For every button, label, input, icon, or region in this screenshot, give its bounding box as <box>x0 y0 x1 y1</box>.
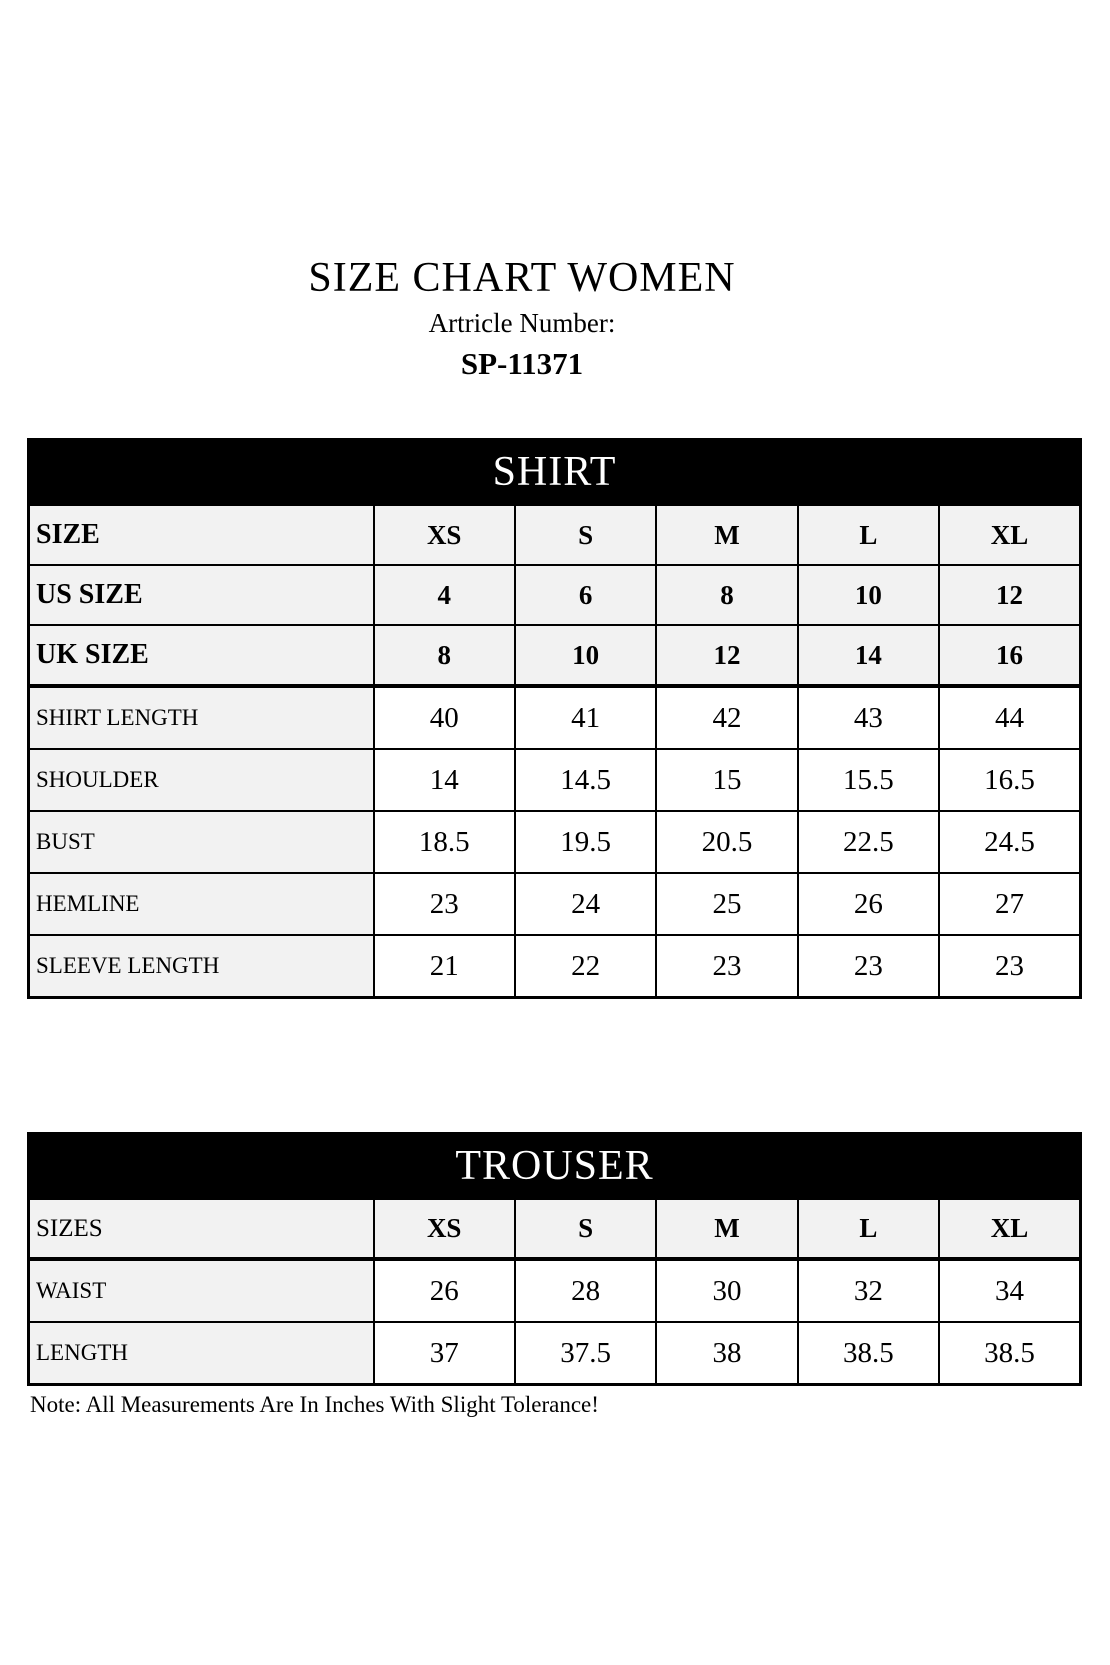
cell-value: XL <box>939 505 1080 566</box>
cell-value: 20.5 <box>656 811 797 873</box>
row-label: SLEEVE LENGTH <box>29 935 374 998</box>
cell-value: 34 <box>939 1259 1080 1322</box>
cell-value: 37 <box>374 1322 515 1385</box>
cell-value: L <box>798 1199 939 1260</box>
cell-value: XL <box>939 1199 1080 1260</box>
trouser-table-title: TROUSER <box>29 1134 1081 1199</box>
cell-value: 28 <box>515 1259 656 1322</box>
row-label: WAIST <box>29 1259 374 1322</box>
cell-value: 10 <box>798 565 939 625</box>
row-label: BUST <box>29 811 374 873</box>
cell-value: 8 <box>374 625 515 686</box>
cell-value: S <box>515 1199 656 1260</box>
cell-value: 14 <box>374 749 515 811</box>
row-label: SHIRT LENGTH <box>29 686 374 749</box>
article-number-label: Artricle Number: <box>428 308 616 338</box>
trouser-table-body <box>29 1199 1081 1385</box>
cell-value: 4 <box>374 565 515 625</box>
cell-value: 15 <box>656 749 797 811</box>
cell-value: 12 <box>939 565 1080 625</box>
row-label: UK SIZE <box>29 625 374 686</box>
cell-value: 43 <box>798 686 939 749</box>
cell-value: 18.5 <box>374 811 515 873</box>
cell-value: 26 <box>798 873 939 935</box>
row-label: US SIZE <box>29 565 374 625</box>
table-banner-row <box>29 1134 1081 1199</box>
table-row <box>29 1259 1081 1322</box>
table-row <box>29 935 1081 998</box>
cell-value: 30 <box>656 1259 797 1322</box>
table-row <box>29 1199 1081 1260</box>
cell-value: 23 <box>656 935 797 998</box>
row-label: SHOULDER <box>29 749 374 811</box>
cell-value: 21 <box>374 935 515 998</box>
cell-value: L <box>798 505 939 566</box>
cell-value: 38 <box>656 1322 797 1385</box>
cell-value: S <box>515 505 656 566</box>
cell-value: 32 <box>798 1259 939 1322</box>
table-row <box>29 565 1081 625</box>
cell-value: 19.5 <box>515 811 656 873</box>
article-number-value: SP-11371 <box>460 346 584 381</box>
cell-value: 24.5 <box>939 811 1080 873</box>
row-label: LENGTH <box>29 1322 374 1385</box>
shirt-table-body <box>29 505 1081 998</box>
cell-value: 16 <box>939 625 1080 686</box>
cell-value: 25 <box>656 873 797 935</box>
cell-value: 27 <box>939 873 1080 935</box>
cell-value: 15.5 <box>798 749 939 811</box>
cell-value: 16.5 <box>939 749 1080 811</box>
table-row <box>29 686 1081 749</box>
cell-value: 14 <box>798 625 939 686</box>
cell-value: 44 <box>939 686 1080 749</box>
page-title: SIZE CHART WOMEN <box>308 255 736 302</box>
cell-value: 38.5 <box>798 1322 939 1385</box>
cell-value: 10 <box>515 625 656 686</box>
cell-value: 8 <box>656 565 797 625</box>
table-row <box>29 873 1081 935</box>
measurement-note: Note: All Measurements Are In Inches With Slight Tolerance! <box>30 1392 599 1417</box>
cell-value: 22.5 <box>798 811 939 873</box>
row-label: SIZES <box>29 1199 374 1260</box>
shirt-table-title: SHIRT <box>29 440 1081 505</box>
cell-value: 24 <box>515 873 656 935</box>
cell-value: XS <box>374 1199 515 1260</box>
table-banner-row <box>29 440 1081 505</box>
cell-value: 23 <box>939 935 1080 998</box>
cell-value: 6 <box>515 565 656 625</box>
cell-value: M <box>656 1199 797 1260</box>
cell-value: 40 <box>374 686 515 749</box>
cell-value: 14.5 <box>515 749 656 811</box>
table-row <box>29 1322 1081 1385</box>
cell-value: M <box>656 505 797 566</box>
cell-value: 37.5 <box>515 1322 656 1385</box>
cell-value: 23 <box>374 873 515 935</box>
cell-value: 22 <box>515 935 656 998</box>
table-row <box>29 749 1081 811</box>
trouser-size-table <box>27 1132 1082 1386</box>
cell-value: 26 <box>374 1259 515 1322</box>
table-row <box>29 811 1081 873</box>
shirt-size-table <box>27 438 1082 999</box>
cell-value: 23 <box>798 935 939 998</box>
table-row <box>29 505 1081 566</box>
row-label: HEMLINE <box>29 873 374 935</box>
table-row <box>29 625 1081 686</box>
cell-value: XS <box>374 505 515 566</box>
cell-value: 42 <box>656 686 797 749</box>
cell-value: 41 <box>515 686 656 749</box>
cell-value: 38.5 <box>939 1322 1080 1385</box>
row-label: SIZE <box>29 505 374 566</box>
cell-value: 12 <box>656 625 797 686</box>
